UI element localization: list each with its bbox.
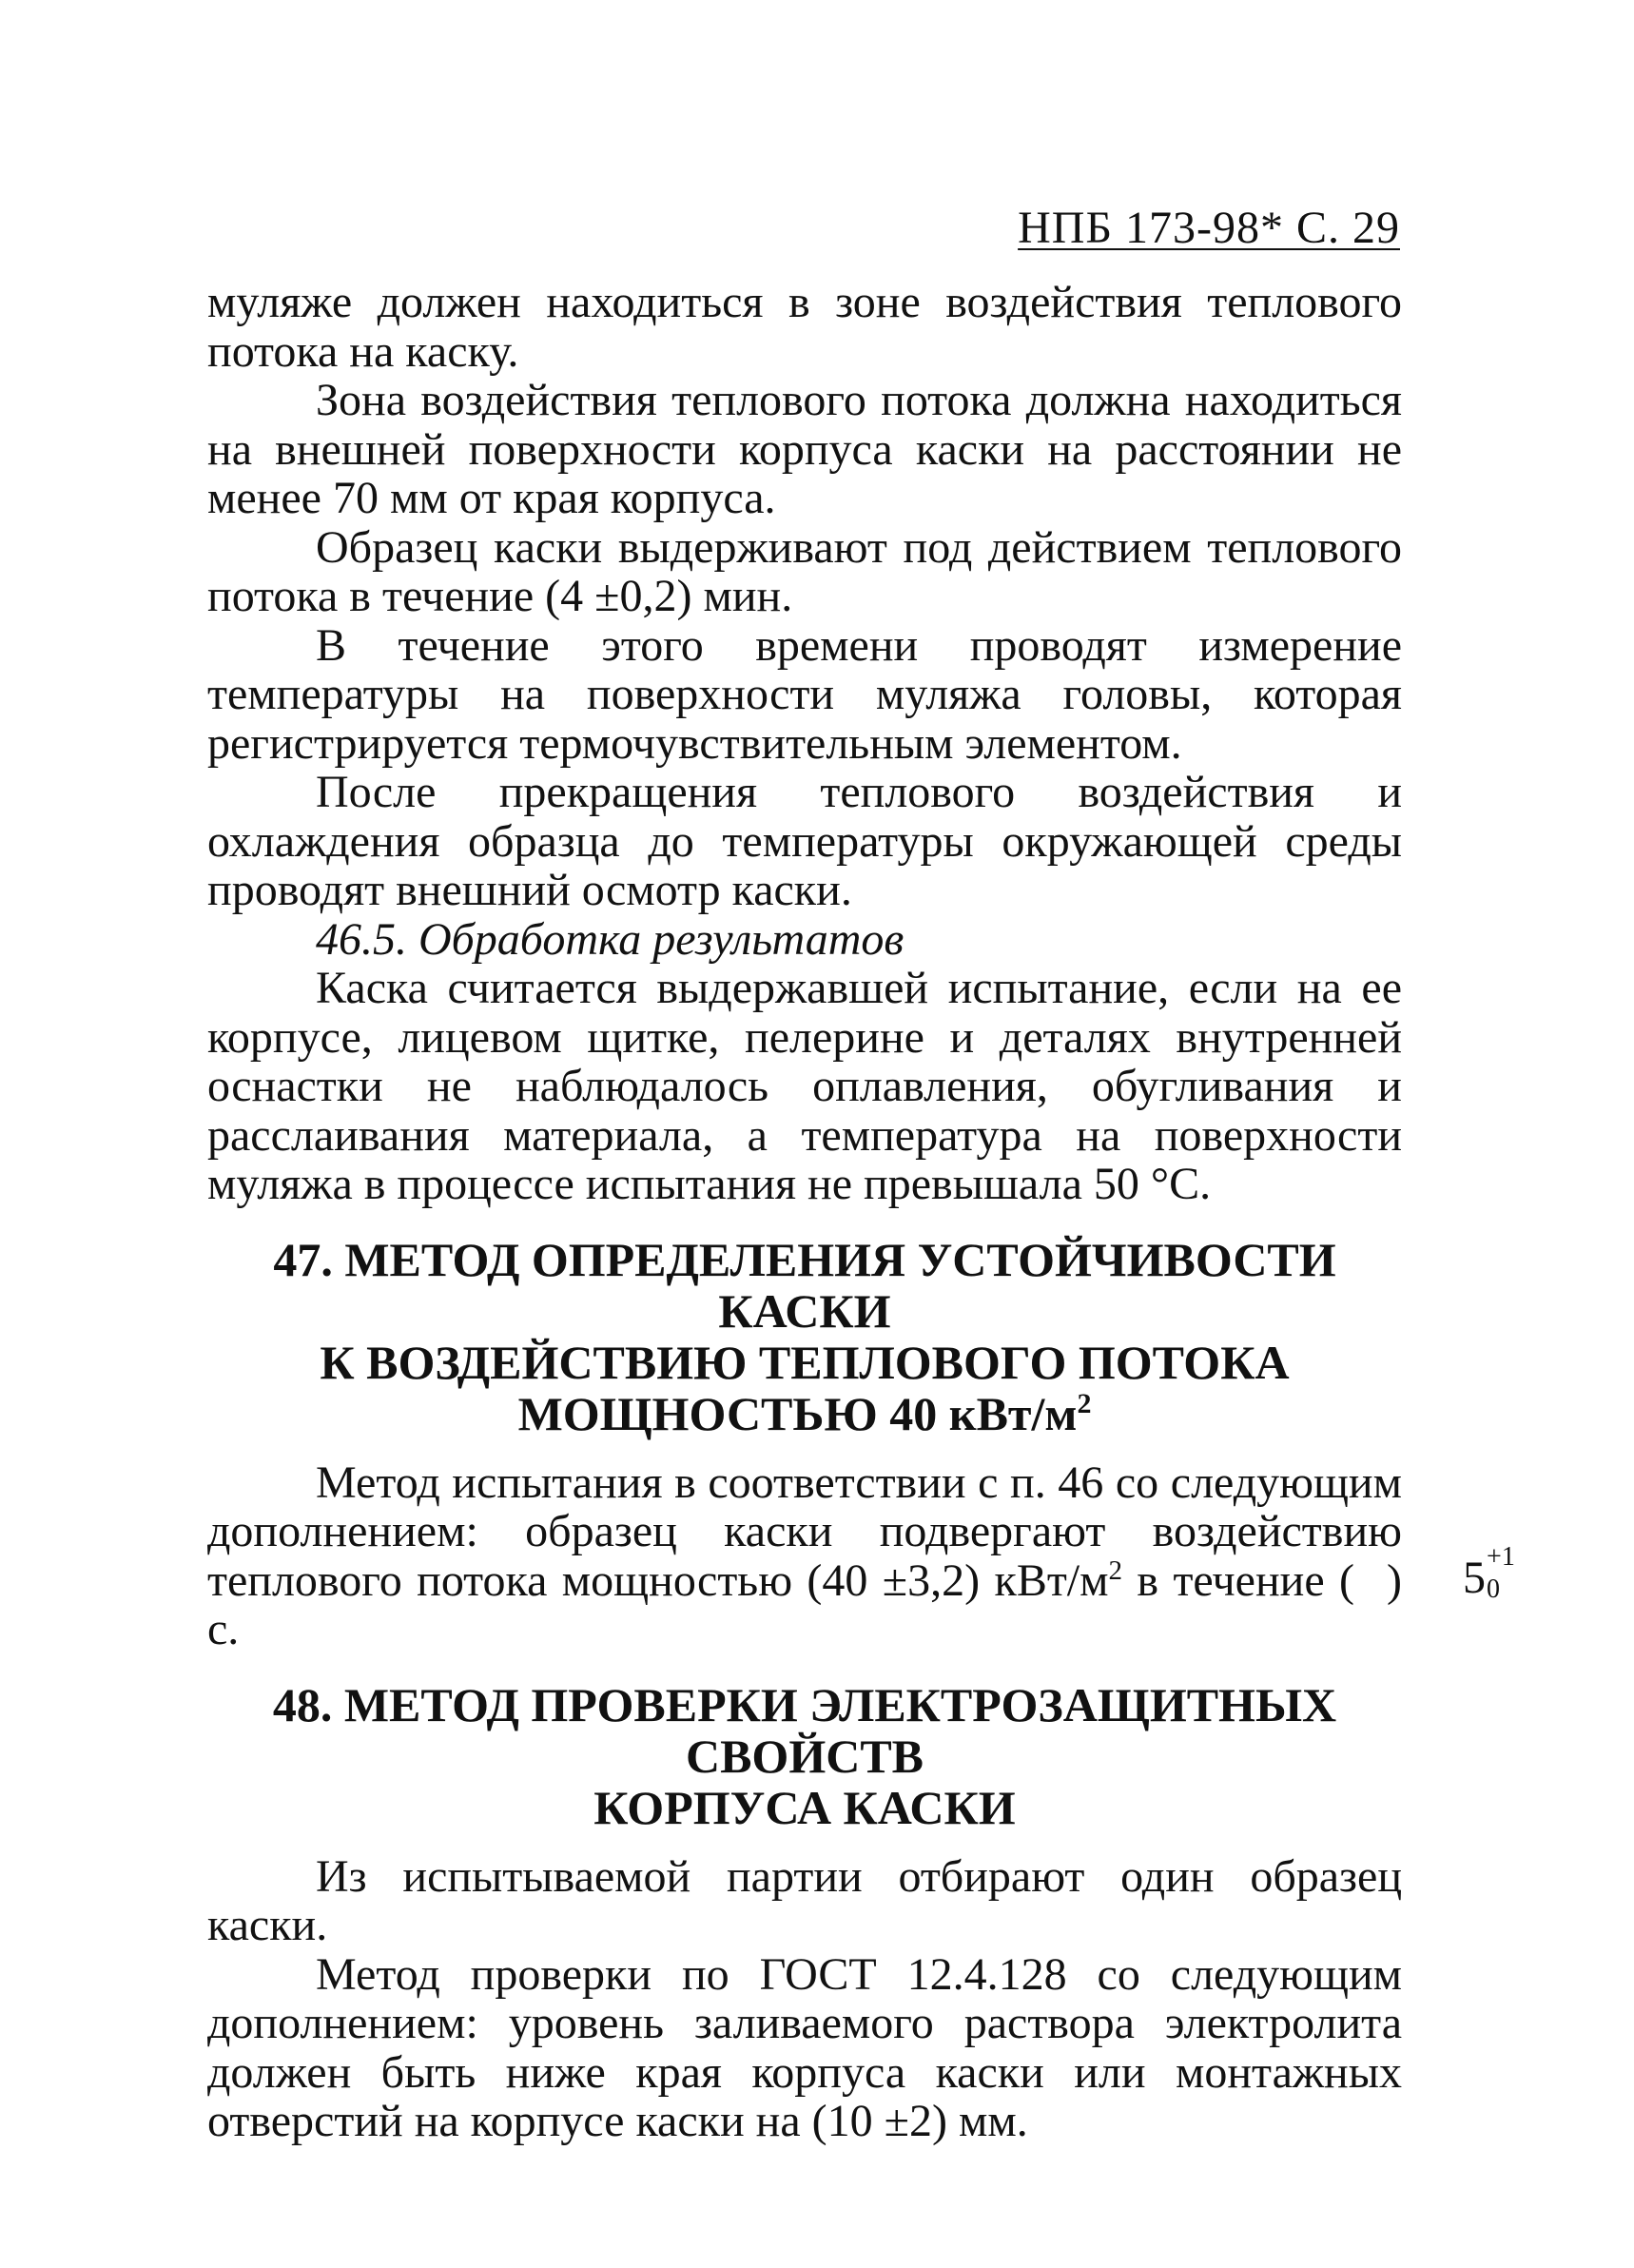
paragraph-visual-inspection: После прекращения теплового воздействия и охлаждения образца до температуры окружающей среды проводят внешний осмотр каски. (207, 767, 1402, 915)
tolerance-base: 5 (1463, 1552, 1487, 1603)
section-47-text-a: Метод испытания в соответствии с п. 46 со следующим дополнением: образец каски подвергают воздействию теплового потока мощностью (40 ±3,2) кВт/м (207, 1457, 1402, 1606)
paragraph-temperature-measurement: В течение этого времени проводят измерение температуры на поверхности муляжа головы, которая регистрируется термочувствительным элементом. (207, 619, 1402, 769)
section-47-unit-superscript: 2 (1108, 1554, 1123, 1586)
section-47-title-line1: 47. МЕТОД ОПРЕДЕЛЕНИЯ УСТОЙЧИВОСТИ КАСКИ (273, 1232, 1336, 1338)
tolerance-fraction (1354, 1541, 1515, 1604)
paragraph-pass-criteria: Каска считается выдержавшей испытание, если на ее корпусе, лицевом щитке, пелерине и деталях внутренней оснастки не наблюдалось оплавления, обугливания и расслаивания материала, а температура на поверхности муляжа в процессе испытания не превышала 50 °С. (207, 963, 1402, 1209)
paragraph-section-47-method (207, 1457, 1515, 1654)
paragraph-continued: муляже должен находиться в зоне воздействия теплового потока на каску. (207, 277, 1402, 377)
tolerance-lower: 0 (1487, 1574, 1501, 1604)
section-47-title-line2: К ВОЗДЕЙСТВИЮ ТЕПЛОВОГО ПОТОКА (320, 1335, 1290, 1389)
section-48-title-line2: КОРПУСА КАСКИ (593, 1780, 1016, 1834)
subheading-results-processing: 46.5. Обработка результатов (316, 913, 905, 965)
section-47-title-text: МОЩНОСТЬЮ 40 кВт/м (517, 1386, 1078, 1440)
section-48-title-line1: 48. МЕТОД ПРОВЕРКИ ЭЛЕКТРОЗАЩИТНЫХ СВОЙСТВ (272, 1677, 1337, 1783)
tolerance-upper: +1 (1487, 1541, 1515, 1572)
section-47-title (207, 1234, 1402, 1439)
page-body (207, 277, 1515, 2146)
paragraph-heat-zone: Зона воздействия теплового потока должна находиться на внешней поверхности корпуса каски на расстоянии не менее 70 мм от края корпуса. (207, 375, 1402, 523)
section-47-text-c: ) с. (207, 1554, 1403, 1654)
paragraph-sample-selection: Из испытываемой партии отбирают один образец каски. (207, 1850, 1402, 1950)
section-48-title (207, 1679, 1402, 1833)
section-47-text-b: в течение ( (1122, 1554, 1355, 1606)
paragraph-exposure-time: Образец каски выдерживают под действием теплового потока в течение (4 ±0,2) мин. (207, 521, 1402, 621)
paragraph-electrolyte-level: Метод проверки по ГОСТ 12.4.128 со следующим дополнением: уровень заливаемого раствора электролита должен быть ниже края корпуса каски или монтажных отверстий на корпусе каски на (10 ±2) мм. (207, 1948, 1402, 2146)
section-47-title-superscript: 2 (1077, 1387, 1092, 1419)
running-header: НПБ 173-98* С. 29 (1018, 203, 1400, 253)
section-47-title-line3 (207, 1388, 1402, 1439)
